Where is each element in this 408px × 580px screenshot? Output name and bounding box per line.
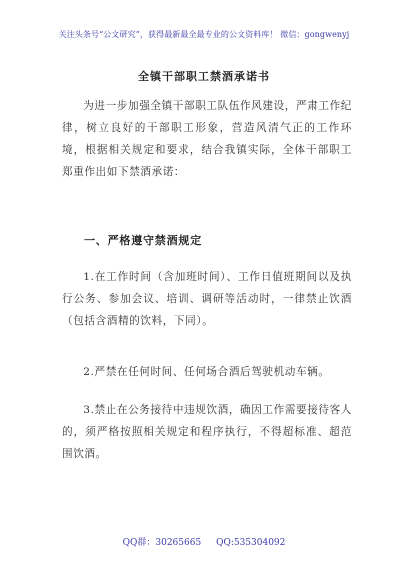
footer-qq-group: QQ群：30265665	[122, 538, 202, 548]
footer-contact-banner	[0, 535, 408, 548]
rule-item-1: 1.在工作时间（含加班时间）、工作日值班期间以及执行公务、参加会议、培训、调研等活动时，一律禁止饮酒（包括含酒精的饮料，下同）。	[62, 271, 352, 327]
rule-item-2: 2.严禁在任何时间、任何场合酒后驾驶机动车辆。	[83, 366, 330, 378]
section-heading: 一、严格遵守禁酒规定	[84, 234, 202, 247]
rule-item-3: 3.禁止在公务接待中违规饮酒，确因工作需要接待客人的，须严格按照相关规定和程序执行，不得超标准、超范围饮酒。	[62, 404, 352, 460]
intro-paragraph: 为进一步加强全镇干部职工队伍作风建设，严肃工作纪律，树立良好的干部职工形象，营造风清气正的工作环境，根据相关规定和要求，结合我镇实际，全体干部职工郑重作出如下禁酒承诺：	[62, 100, 352, 178]
footer-qq: QQ:535304092	[216, 538, 286, 548]
document-title: 全镇干部职工禁酒承诺书	[138, 70, 270, 83]
header-promo-banner: 关注头条号“公文研究”，获得最新最全最专业的公文资料库！ 微信：gongwenyj	[58, 30, 350, 39]
